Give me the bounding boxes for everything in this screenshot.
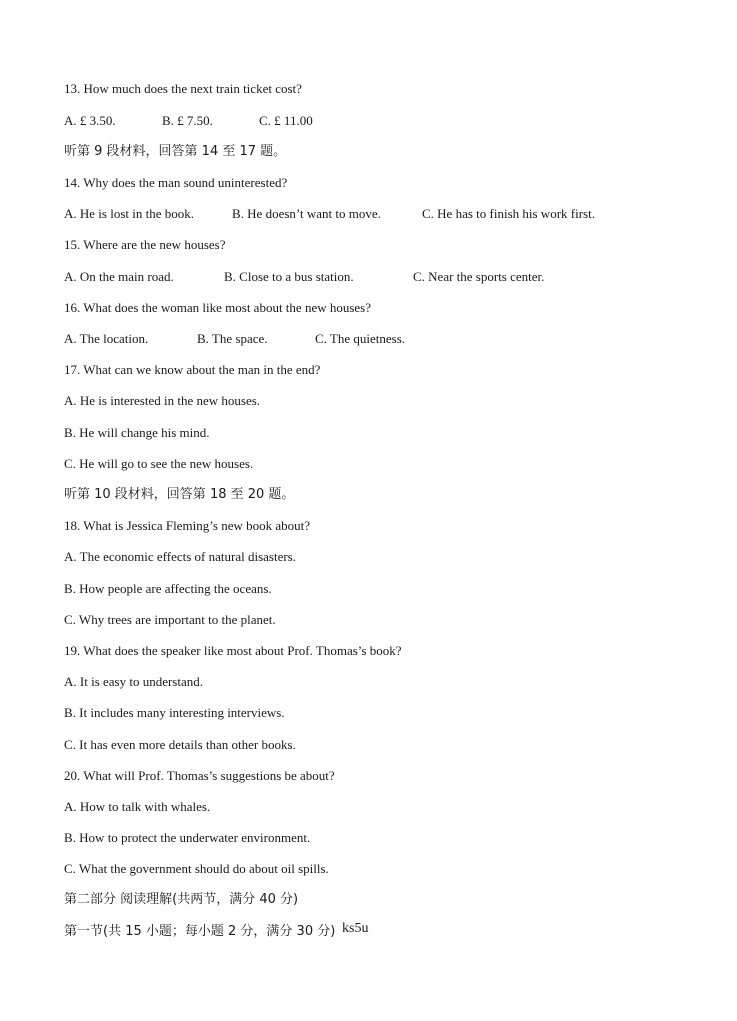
q13-option-a: A. £ 3.50. <box>64 113 116 128</box>
q19-option-c: C. It has even more details than other books. <box>64 737 296 752</box>
q14-option-a: A. He is lost in the book. <box>64 206 194 221</box>
q15-option-b: B. Close to a bus station. <box>224 269 354 284</box>
part-2-heading: 第二部分 阅读理解(共两节，满分 40 分) <box>64 892 299 907</box>
question-19: 19. What does the speaker like most about Prof. Thomas’s book? <box>64 643 402 658</box>
q19-option-b: B. It includes many interesting interviews. <box>64 705 285 720</box>
q18-option-a: A. The economic effects of natural disasters. <box>64 549 296 564</box>
q14-option-b: B. He doesn’t want to move. <box>232 206 381 221</box>
question-13: 13. How much does the next train ticket cost? <box>64 81 302 96</box>
section-1-heading: 第一节(共 15 小题；每小题 2 分，满分 30 分) <box>64 924 336 939</box>
q16-option-b: B. The space. <box>197 331 268 346</box>
question-20: 20. What will Prof. Thomas’s suggestions be about? <box>64 768 335 783</box>
q14-option-c: C. He has to finish his work first. <box>422 206 595 221</box>
q13-option-b: B. £ 7.50. <box>162 113 213 128</box>
watermark-text: ks5u <box>342 921 369 936</box>
question-15: 15. Where are the new houses? <box>64 237 226 252</box>
q20-option-b: B. How to protect the underwater environment. <box>64 830 311 845</box>
q20-option-c: C. What the government should do about oil spills. <box>64 861 329 876</box>
question-14: 14. Why does the man sound uninterested? <box>64 175 288 190</box>
q18-option-b: B. How people are affecting the oceans. <box>64 581 272 596</box>
q15-option-c: C. Near the sports center. <box>413 269 545 284</box>
q16-option-c: C. The quietness. <box>315 331 406 346</box>
q17-option-a: A. He is interested in the new houses. <box>64 393 261 408</box>
q16-option-a: A. The location. <box>64 331 149 346</box>
q15-option-a: A. On the main road. <box>64 269 174 284</box>
q19-option-a: A. It is easy to understand. <box>64 674 204 689</box>
question-18: 18. What is Jessica Fleming’s new book about? <box>64 518 311 533</box>
section-9-instruction: 听第 9 段材料，回答第 14 至 17 题。 <box>64 144 287 159</box>
q13-option-c: C. £ 11.00 <box>259 113 313 128</box>
q18-option-c: C. Why trees are important to the planet. <box>64 612 276 627</box>
q20-option-a: A. How to talk with whales. <box>64 799 211 814</box>
section-10-instruction: 听第 10 段材料，回答第 18 至 20 题。 <box>64 487 295 502</box>
q17-option-b: B. He will change his mind. <box>64 425 210 440</box>
question-17: 17. What can we know about the man in the end? <box>64 362 321 377</box>
q17-option-c: C. He will go to see the new houses. <box>64 456 254 471</box>
question-16: 16. What does the woman like most about the new houses? <box>64 300 372 315</box>
